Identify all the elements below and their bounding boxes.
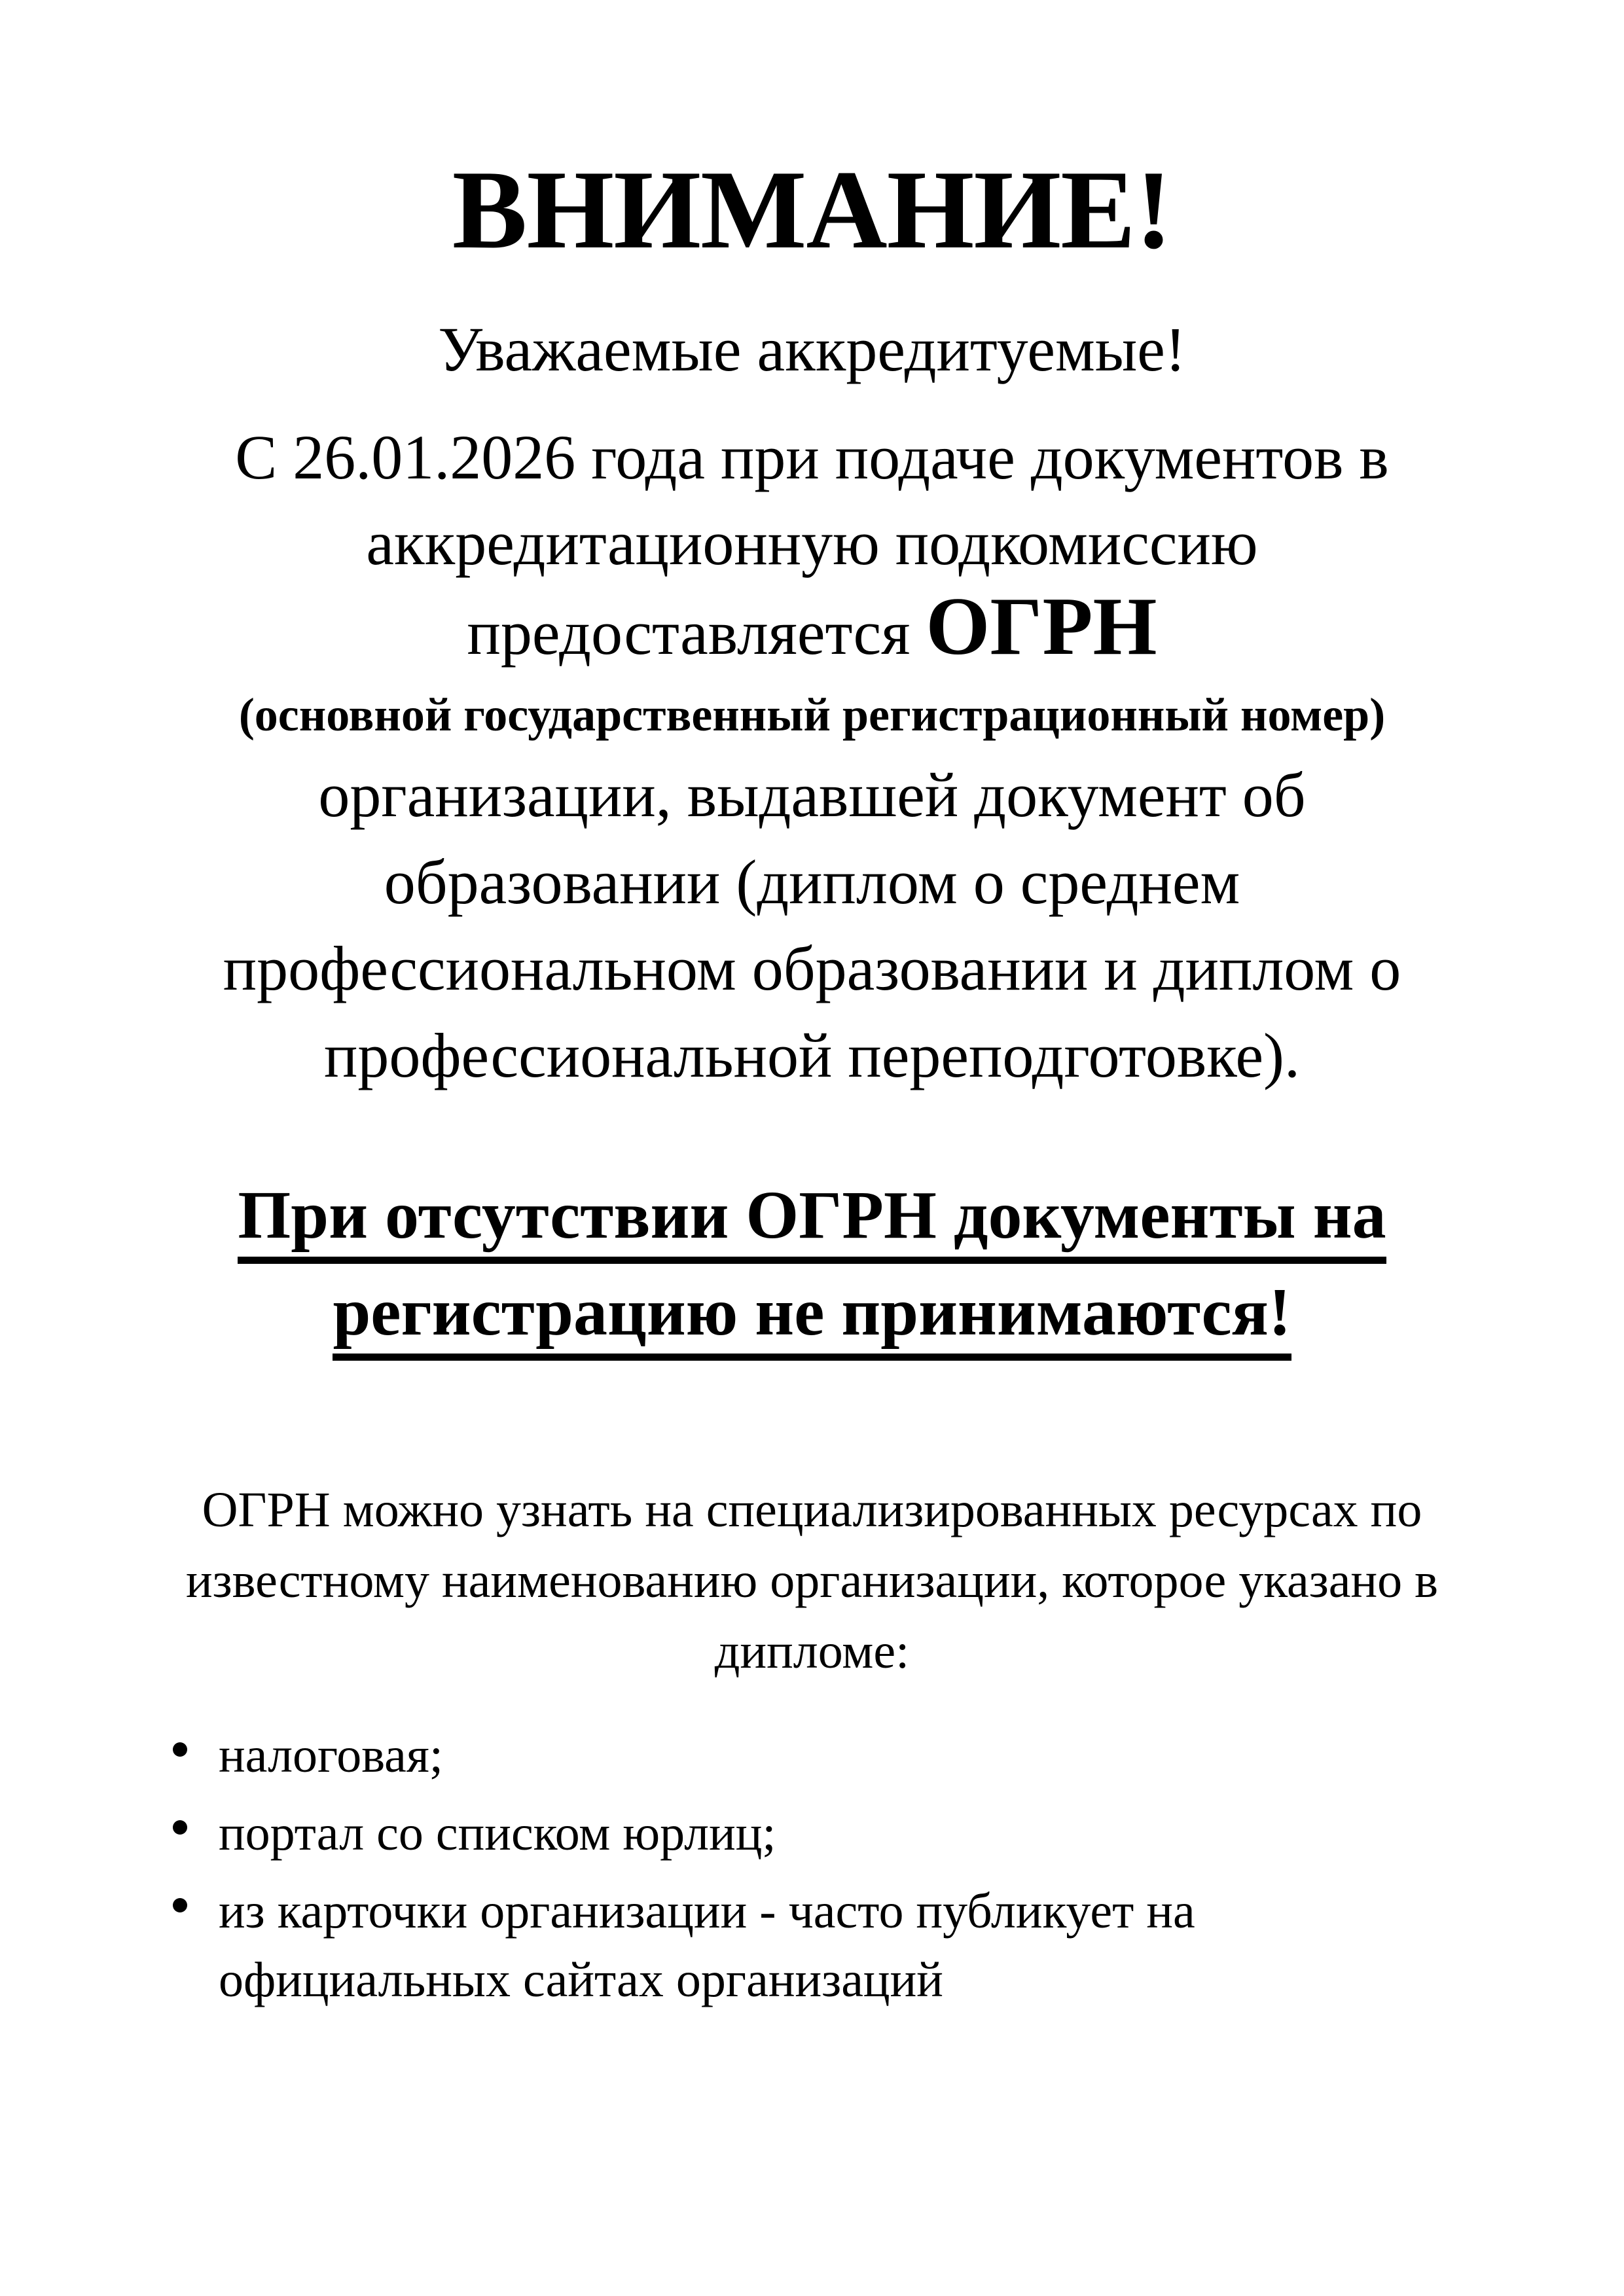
list-item — [149, 1877, 1475, 2015]
bullet-icon — [173, 1820, 187, 1835]
lead-paragraph — [149, 386, 1475, 676]
lead-intro-text: С 26.01.2026 года при подаче документов в аккредитационную подкомиссию предоставляется — [235, 422, 1389, 668]
list-item — [149, 1799, 1475, 1868]
list-item-label: из карточки организации - часто публикует на официальных сайтах организаций — [219, 1883, 1195, 2007]
ogrn-expansion-text: (основной государственный регистрационный номер) — [238, 688, 1386, 741]
salutation-text: Уважаемые аккредитуемые! — [438, 314, 1186, 384]
body-paragraph: организации, выдавшей документ об образовании (диплом о среднем профессиональном образовании и диплом о профессиональной переподготовке). — [223, 760, 1401, 1090]
list-item-label: портал со списком юрлиц; — [219, 1805, 776, 1861]
page-title: ВНИМАНИЕ! — [452, 148, 1172, 272]
bullet-icon — [173, 1742, 187, 1757]
note-paragraph: ОГРН можно узнать на специализированных ресурсах по известному наименованию организации, которое указано в дипломе: — [185, 1482, 1439, 1679]
list-item — [149, 1721, 1475, 1790]
list-item-label: налоговая; — [219, 1728, 443, 1784]
warning-underlined-text: При отсутствии ОГРН документы на регистрацию не принимаются! — [238, 1177, 1386, 1361]
warning-paragraph — [149, 1099, 1475, 1360]
ogrn-emphasis: ОГРН — [926, 581, 1157, 673]
bullet-icon — [173, 1898, 187, 1912]
sources-list — [149, 1687, 1475, 2015]
